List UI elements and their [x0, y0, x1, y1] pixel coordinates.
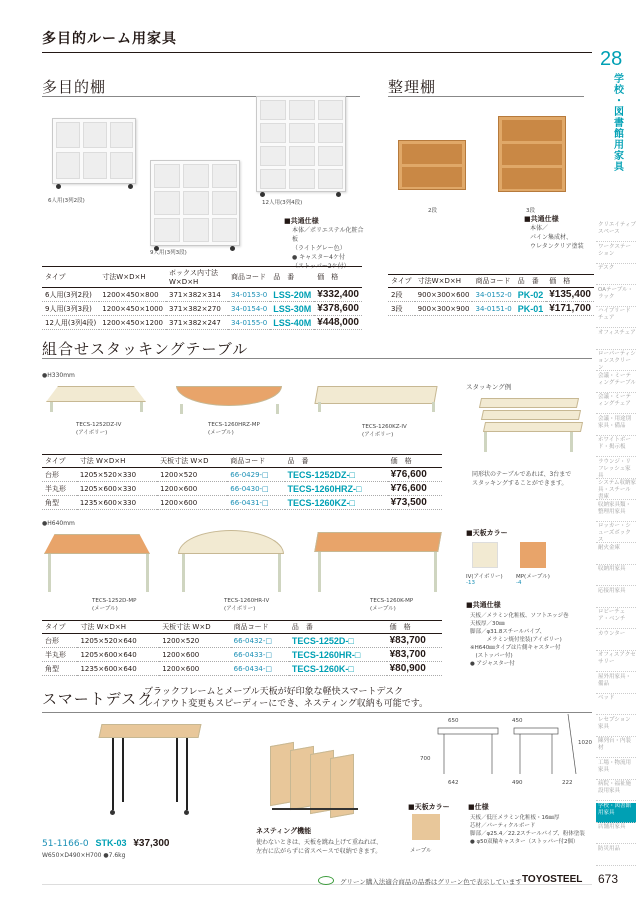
dim-depth: 450 — [512, 718, 523, 724]
table-cell: ¥171,700 — [546, 302, 594, 316]
stacking-note — [472, 470, 592, 488]
sidebar-item[interactable]: 会議・ミーティングチェア — [596, 394, 636, 414]
dim-height: 700 — [420, 756, 431, 762]
section-title-stacking-table: 組合せスタッキングテーブル — [42, 340, 249, 358]
shelf-9-caption: 9人用(3列3段) — [150, 250, 187, 256]
sidebar-item[interactable]: 会議・用途別家具・備品 — [596, 416, 636, 436]
text-line: 脚部／φ25.4／22.2スチールパイプ、粉体塗装 — [470, 831, 585, 837]
text-line: （ストッパー2ケ付） — [292, 263, 350, 270]
table-header: 価 格 — [546, 275, 594, 288]
table-cell: 1235×600×330 — [77, 496, 157, 510]
ivory-swatch-label: IV(アイボリー) -13 — [466, 574, 503, 586]
table-cell: 3段 — [388, 302, 415, 316]
text-line: パイン集成材、 — [530, 234, 573, 241]
text-line: メラミン焼付塗装(アイボリー) — [470, 637, 562, 643]
text-line: ● キャスター4ケ付 — [292, 254, 345, 261]
table-header: 品 番 — [285, 455, 388, 468]
table-cell: TECS-1260K-□ — [289, 662, 387, 676]
storage-price-table — [388, 274, 594, 316]
smart-desk-product-line: 51-1166-0 STK-03 ¥37,300 — [42, 838, 170, 849]
table-cell: 371×382×270 — [166, 302, 228, 316]
table-row — [42, 302, 362, 316]
table-h640-halfround-caption: TECS-1260HR-IV (アイボリー) — [224, 598, 270, 612]
table-cell: ¥83,700 — [387, 634, 442, 648]
table-h640-price-table — [42, 620, 442, 676]
table-cell: ¥448,000 — [314, 316, 362, 330]
table-cell: 台形 — [42, 634, 77, 648]
table-cell: 66-0430-□ — [227, 482, 284, 496]
table-cell: 1200×450×1000 — [99, 302, 166, 316]
dim-leg-width: 642 — [448, 780, 459, 786]
table-cell: ¥73,500 — [388, 496, 442, 510]
table-cell: 12人用(3列4段) — [42, 316, 99, 330]
text-line: 左右に広がらずに省スペースで収納できます。 — [256, 848, 382, 855]
table-h330-halfround-caption: TECS-1260HRZ-MP (メープル) — [208, 422, 260, 436]
sidebar-item[interactable]: 学校・図書館用家具 — [596, 803, 636, 823]
sidebar-item[interactable]: 屋外用家具・備品 — [596, 674, 636, 694]
text-line: 天板厚／30㎜ — [470, 621, 505, 627]
section-title-storage-shelf: 整理棚 — [388, 78, 437, 96]
table-cell: 1200×450×800 — [99, 288, 166, 302]
sidebar-item[interactable]: 工場・物流用家具 — [596, 760, 636, 780]
table-cell: 角型 — [42, 496, 77, 510]
section-title-smart-desk: スマートデスク — [42, 690, 154, 708]
text-line: 本体／ — [530, 225, 549, 232]
text-line: 同形状のテーブルであれば、3台まで — [472, 471, 572, 478]
table-cell: 66-0434-□ — [231, 662, 289, 676]
spec-heading: ■仕様 — [468, 803, 489, 811]
text-line: スタッキングすることができます。 — [472, 480, 568, 487]
table-cell: 66-0432-□ — [231, 634, 289, 648]
text-line: （ライトグレー色） — [292, 245, 346, 252]
text-line: 本体／ポリエステル化粧合板 — [292, 227, 364, 243]
shelf-price-table — [42, 266, 362, 330]
table-h330-square-caption: TECS-1260KZ-IV (アイボリー) — [362, 424, 407, 438]
page-number: 673 — [598, 872, 619, 886]
table-cell: TECS-1252DZ-□ — [285, 468, 388, 482]
sidebar-item[interactable]: クリエイティブスペース — [596, 222, 636, 242]
storage-shelf-3-caption: 3段 — [526, 208, 535, 214]
table-row — [42, 468, 442, 482]
sidebar-item[interactable]: 病院・福祉施設用家具 — [596, 781, 636, 801]
sidebar-item[interactable]: ロッカー・シューズボックス — [596, 523, 636, 543]
h330-label: ●H330mm — [42, 372, 75, 379]
table-cell: LSS-40M — [270, 316, 314, 330]
text-line: 天板／低圧メラミン化粧板・16㎜厚 — [470, 815, 560, 821]
stacking-example-title: スタッキング例 — [466, 383, 512, 391]
sidebar-item[interactable]: ベッド — [596, 695, 636, 715]
text-line: ブラックフレームとメープル天板が好印象な軽快スマートデスク — [144, 687, 404, 697]
spec-text — [530, 224, 590, 251]
table-header-row — [42, 455, 442, 468]
table-header: 寸法 W×D×H — [77, 621, 159, 634]
table-cell: 6人用(3列2段) — [42, 288, 99, 302]
table-h330-trapezoid-caption: TECS-1252DZ-IV (アイボリー) — [76, 422, 122, 436]
text-line: ウレタンクリア塗装 — [530, 243, 584, 250]
table-cell: 1200×520 — [159, 634, 230, 648]
section-divider — [388, 96, 584, 97]
page-title: 多目的ルーム用家具 — [42, 31, 177, 47]
sidebar-item[interactable]: OAテーブル・ラック — [596, 287, 636, 307]
table-cell: 台形 — [42, 468, 77, 482]
table-header: 寸法W×D×H — [99, 267, 166, 288]
top-color-heading: ■天板カラー — [466, 529, 508, 537]
sidebar-item[interactable]: ロビーチェア・ベンチ — [596, 609, 636, 629]
table-row — [42, 288, 362, 302]
table-header: タイプ — [42, 455, 77, 468]
table-cell: 66-0429-□ — [227, 468, 284, 482]
table-cell: 半丸形 — [42, 482, 77, 496]
sidebar-item[interactable]: ワークステーション — [596, 244, 636, 264]
text-line: 使わないときは、天板を跳ね上げて重ねれば、 — [256, 839, 383, 846]
sidebar-item[interactable]: 収納用家具 — [596, 566, 636, 586]
table-cell: 1200×600 — [157, 482, 227, 496]
table-header: タイプ — [388, 275, 415, 288]
table-header: ボックス内寸法W×D×H — [166, 267, 228, 288]
brand-logo: TOYOSTEEL — [522, 874, 583, 885]
smart-desk-tagline — [144, 686, 428, 710]
sidebar-item[interactable]: 陳列台・内装材 — [596, 738, 636, 758]
table-cell: 371×382×314 — [166, 288, 228, 302]
table-header: 価 格 — [387, 621, 442, 634]
table-cell: ¥135,400 — [546, 288, 594, 302]
table-header: 価 格 — [388, 455, 442, 468]
table-h640-trapezoid-caption: TECS-1252D-MP (メープル) — [92, 598, 137, 612]
maple-swatch-label: MP(メープル) -4 — [516, 574, 550, 586]
table-cell: 2段 — [388, 288, 415, 302]
footer-note: グリーン購入法適合商品の品番はグリーン色で表示しています — [340, 878, 522, 886]
table-cell: ¥378,600 — [314, 302, 362, 316]
desk-color-label: メープル — [410, 848, 432, 854]
spec-text — [292, 226, 364, 271]
table-row — [42, 482, 442, 496]
chapter-title-vertical: 学 校 ・ 図 書 館 用 家 具 — [614, 74, 624, 173]
table-header: 品 番 — [270, 267, 314, 288]
table-cell: 34-0154-0 — [228, 302, 270, 316]
table-cell: 34-0151-0 — [472, 302, 514, 316]
table-header: 品 番 — [289, 621, 387, 634]
table-cell: ¥332,400 — [314, 288, 362, 302]
table-header: 商品コード — [228, 267, 270, 288]
text-line: レイアウト変更もスピーディーにでき、ネスティング収納も可能です。 — [144, 699, 429, 709]
text-line: 脚部／φ31.8スチールパイプ、 — [470, 629, 546, 635]
table-cell: 1200×600 — [159, 648, 230, 662]
table-cell: 34-0153-0 — [228, 288, 270, 302]
maple-swatch — [412, 814, 440, 840]
table-cell: 1205×600×330 — [77, 482, 157, 496]
table-cell: TECS-1260HR-□ — [289, 648, 387, 662]
table-row — [42, 316, 362, 330]
dimension-drawing — [418, 714, 588, 814]
table-header-row — [42, 267, 362, 288]
table-header: タイプ — [42, 621, 77, 634]
table-row — [388, 288, 594, 302]
sidebar-item[interactable]: オフィスアクセサリー — [596, 652, 636, 672]
sidebar-item[interactable]: ローパーティションスクリーン — [598, 351, 636, 371]
text-line: ● φ50双輪キャスター（ストッパー付2個） — [470, 839, 579, 845]
text-line: 天板／メラミン化粧板、ソフトエッジ巻 — [470, 613, 569, 619]
table-cell: TECS-1260KZ-□ — [285, 496, 388, 510]
spec-text — [470, 612, 594, 668]
table-header-row — [42, 621, 442, 634]
table-cell: 1200×450×1200 — [99, 316, 166, 330]
table-cell: PK-01 — [515, 302, 547, 316]
sidebar-item[interactable]: ホワイトボード・掲示板 — [596, 437, 636, 457]
section-divider — [42, 358, 592, 359]
table-header: 商品コード — [472, 275, 514, 288]
table-h330-price-table — [42, 454, 442, 510]
table-row — [42, 496, 442, 510]
text-line: 芯材／パーティクルボード — [470, 823, 536, 829]
spec-heading: ■共通仕様 — [466, 601, 501, 609]
sidebar-item[interactable]: ラウンジ・リフレッシュ家具 — [596, 459, 636, 479]
table-cell: 34-0152-0 — [472, 288, 514, 302]
table-cell: 半丸形 — [42, 648, 77, 662]
storage-shelf-2-caption: 2段 — [428, 208, 437, 214]
table-cell: TECS-1260HRZ-□ — [285, 482, 388, 496]
nesting-note — [256, 838, 406, 856]
table-cell: 9人用(3列3段) — [42, 302, 99, 316]
table-header: 品 番 — [515, 275, 547, 288]
chapter-number: 28 — [600, 48, 623, 70]
desk-color-heading: ■天板カラー — [408, 803, 450, 811]
shelf-6-caption: 6人用(3列2段) — [48, 198, 85, 204]
table-cell: TECS-1252D-□ — [289, 634, 387, 648]
sidebar-item[interactable]: 防災用品 — [596, 846, 636, 866]
sidebar-item[interactable]: レセプション家具 — [596, 717, 636, 737]
nesting-title: ネスティング機能 — [256, 827, 312, 835]
table-header: 商品コード — [231, 621, 289, 634]
text-line: (ストッパー付) — [470, 653, 513, 659]
table-cell: 角型 — [42, 662, 77, 676]
sidebar-item[interactable]: 店舗用家具 — [596, 824, 636, 844]
sidebar-item[interactable]: カウンター — [596, 631, 636, 651]
table-cell: 371×382×247 — [166, 316, 228, 330]
table-cell: 1205×520×640 — [77, 634, 159, 648]
text-line: ● アジャスター付 — [470, 661, 515, 667]
table-cell: 900×300×900 — [415, 302, 473, 316]
h640-label: ●H640mm — [42, 520, 75, 527]
spec-text — [470, 814, 594, 846]
table-cell: 66-0431-□ — [227, 496, 284, 510]
dim-folded-depth: 222 — [562, 780, 573, 786]
text-line: ※H640㎜タイプは片側キャスター付 — [470, 645, 561, 651]
smart-desk-size: W650×D490×H700 ●7.6kg — [42, 852, 126, 859]
table-header: タイプ — [42, 267, 99, 288]
table-cell: LSS-20M — [270, 288, 314, 302]
spec-heading: ■共通仕様 — [284, 217, 319, 225]
table-cell: 1200×600 — [157, 496, 227, 510]
table-row — [42, 662, 442, 676]
table-header-row — [388, 275, 594, 288]
ivory-swatch — [472, 542, 498, 568]
dim-leg-depth: 490 — [512, 780, 523, 786]
sidebar-item[interactable]: ハイブリードチェア — [596, 308, 636, 328]
table-cell: PK-02 — [515, 288, 547, 302]
table-cell: 1200×600 — [159, 662, 230, 676]
table-row — [42, 634, 442, 648]
dim-width: 650 — [448, 718, 459, 724]
table-header: 商品コード — [227, 455, 284, 468]
table-header: 寸法W×D×H — [415, 275, 473, 288]
sidebar-item[interactable]: 応接用家具 — [596, 588, 636, 608]
table-cell: ¥76,600 — [388, 482, 442, 496]
table-cell: ¥83,700 — [387, 648, 442, 662]
sidebar-item[interactable]: デスク — [596, 265, 636, 285]
sidebar-item[interactable]: 収納家具類・整理用家具 — [596, 502, 636, 522]
maple-swatch — [520, 542, 546, 568]
sidebar-item[interactable]: システム収納家具・スチール書庫 — [598, 480, 636, 500]
shelf-12-caption: 12人用(3列4段) — [262, 200, 303, 206]
table-header: 寸法 W×D×H — [77, 455, 157, 468]
table-cell: ¥76,600 — [388, 468, 442, 482]
table-cell: 1200×520 — [157, 468, 227, 482]
title-divider — [42, 52, 592, 53]
spec-heading: ■共通仕様 — [524, 215, 559, 223]
table-cell: 900×300×600 — [415, 288, 473, 302]
table-cell: LSS-30M — [270, 302, 314, 316]
table-row — [388, 302, 594, 316]
sidebar-item[interactable]: オフィスチェア — [596, 330, 636, 350]
sidebar-item[interactable]: 会議・ミーティングテーブル — [596, 373, 636, 393]
table-cell: 1205×520×330 — [77, 468, 157, 482]
table-header: 価 格 — [314, 267, 362, 288]
table-header: 天板寸法 W×D — [157, 455, 227, 468]
table-h640-square-caption: TECS-1260K-MP (メープル) — [370, 598, 414, 612]
table-row — [42, 648, 442, 662]
section-title-multipurpose-shelf: 多目的棚 — [42, 78, 107, 96]
table-cell: 1235×600×640 — [77, 662, 159, 676]
green-mark-icon — [318, 876, 334, 885]
table-cell: 66-0433-□ — [231, 648, 289, 662]
section-divider — [42, 712, 592, 713]
table-cell: ¥80,900 — [387, 662, 442, 676]
table-cell: 34-0155-0 — [228, 316, 270, 330]
table-cell: 1205×600×640 — [77, 648, 159, 662]
dim-folded-height: 1020 — [578, 740, 592, 746]
table-header: 天板寸法 W×D — [159, 621, 230, 634]
sidebar-item[interactable]: 耐火金庫 — [596, 545, 636, 565]
